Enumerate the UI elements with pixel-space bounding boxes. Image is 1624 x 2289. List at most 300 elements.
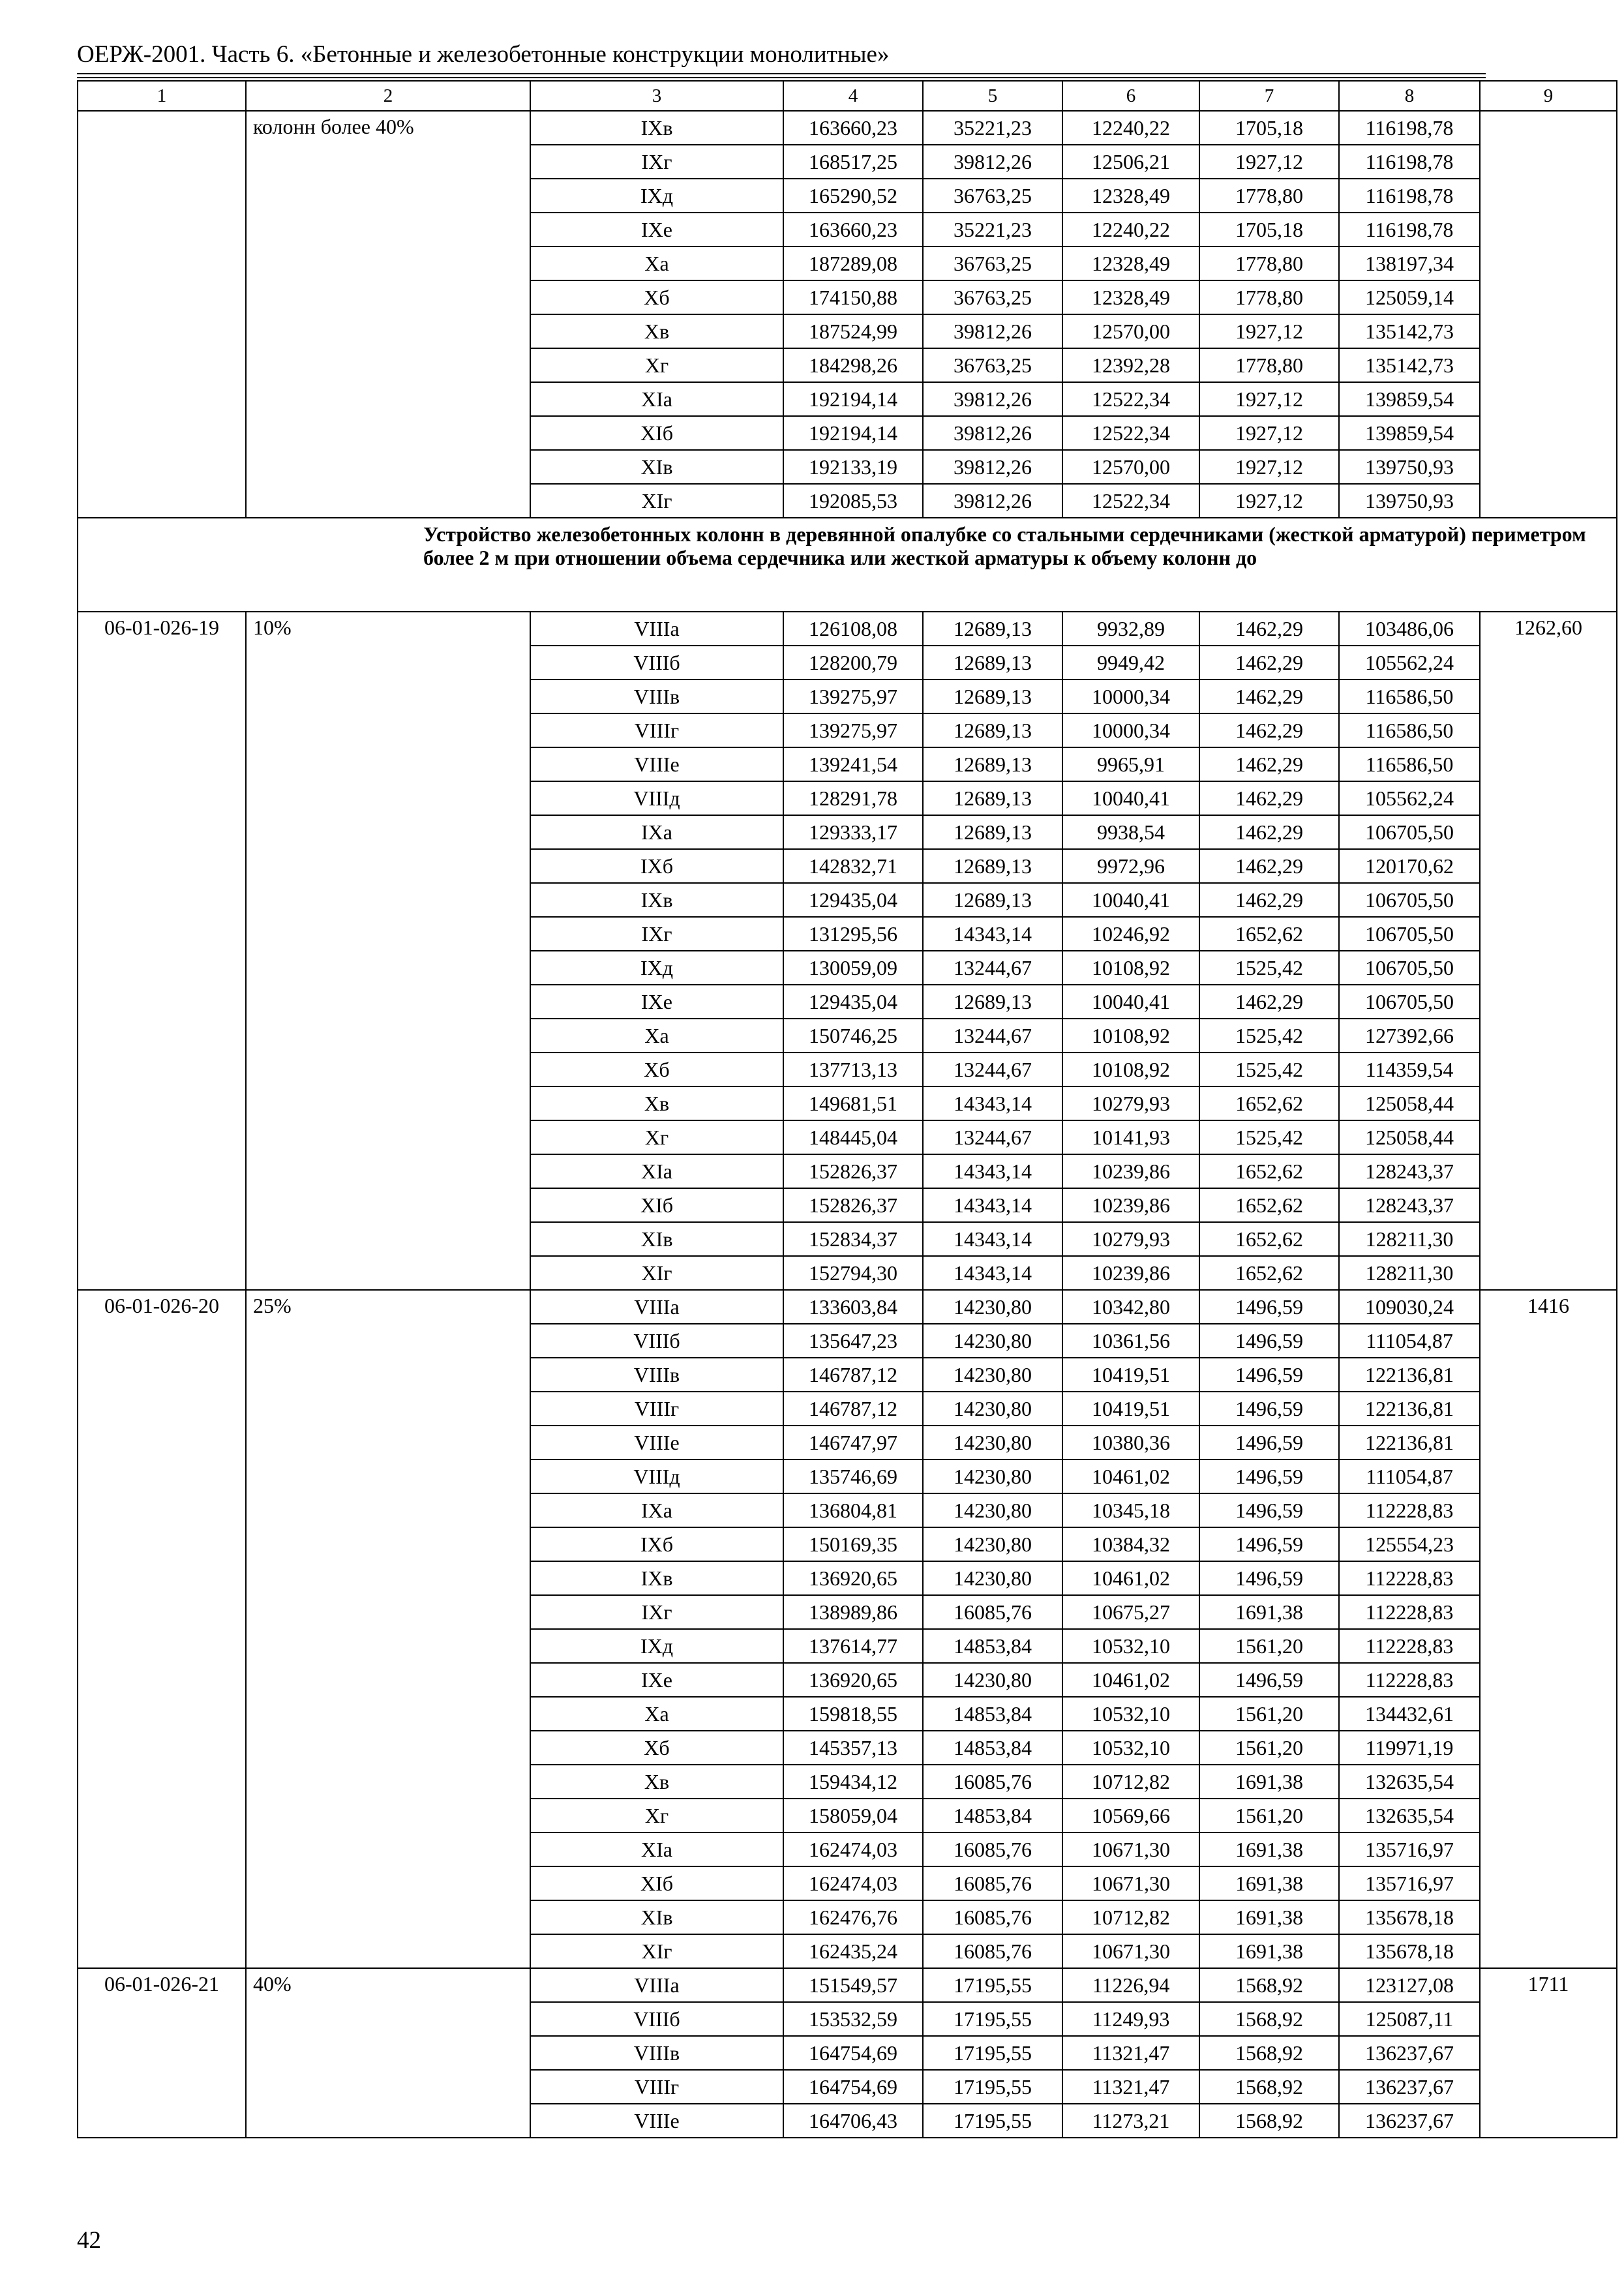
value-cell: 12328,49 [1062, 280, 1199, 314]
value-cell: 116586,50 [1339, 713, 1480, 747]
zone-cell: IXб [530, 849, 783, 883]
value-cell: 116198,78 [1339, 145, 1480, 179]
value-cell: 13244,67 [923, 951, 1062, 985]
rate-description: 40% [246, 1968, 530, 2138]
value-cell: 135746,69 [783, 1459, 923, 1493]
value-cell: 128200,79 [783, 646, 923, 680]
value-cell: 1927,12 [1199, 314, 1339, 348]
value-cell: 1691,38 [1199, 1934, 1339, 1968]
value-cell: 159818,55 [783, 1697, 923, 1731]
value-cell: 136237,67 [1339, 2070, 1480, 2104]
value-cell: 10671,30 [1062, 1866, 1199, 1900]
value-cell: 132635,54 [1339, 1799, 1480, 1833]
value-cell: 12522,34 [1062, 484, 1199, 518]
value-cell: 184298,26 [783, 348, 923, 382]
value-cell: 146787,12 [783, 1358, 923, 1392]
value-cell: 14230,80 [923, 1459, 1062, 1493]
value-cell: 1778,80 [1199, 247, 1339, 280]
value-cell: 14230,80 [923, 1493, 1062, 1527]
value-cell: 16085,76 [923, 1900, 1062, 1934]
value-cell: 1927,12 [1199, 484, 1339, 518]
value-cell: 1462,29 [1199, 781, 1339, 815]
zone-cell: XIб [530, 416, 783, 450]
value-cell: 125087,11 [1339, 2002, 1480, 2036]
value-cell: 10675,27 [1062, 1595, 1199, 1629]
value-cell: 11226,94 [1062, 1968, 1199, 2002]
labor-cost: 1416 [1480, 1290, 1617, 1968]
value-cell: 17195,55 [923, 1968, 1062, 2002]
zone-cell: Xв [530, 1765, 783, 1799]
value-cell: 152834,37 [783, 1222, 923, 1256]
value-cell: 1496,59 [1199, 1561, 1339, 1595]
value-cell: 14343,14 [923, 1256, 1062, 1290]
value-cell: 1568,92 [1199, 2002, 1339, 2036]
zone-cell: VIIIе [530, 2104, 783, 2138]
value-cell: 10040,41 [1062, 883, 1199, 917]
column-header: 6 [1062, 81, 1199, 111]
value-cell: 164754,69 [783, 2036, 923, 2070]
value-cell: 1561,20 [1199, 1697, 1339, 1731]
value-cell: 12328,49 [1062, 247, 1199, 280]
zone-cell: XIв [530, 1222, 783, 1256]
value-cell: 10419,51 [1062, 1358, 1199, 1392]
value-cell: 1652,62 [1199, 1256, 1339, 1290]
zone-cell: VIIIа [530, 1290, 783, 1324]
zone-cell: Xа [530, 247, 783, 280]
value-cell: 10279,93 [1062, 1086, 1199, 1120]
value-cell: 162435,24 [783, 1934, 923, 1968]
value-cell: 1525,42 [1199, 1053, 1339, 1086]
value-cell: 1705,18 [1199, 213, 1339, 247]
value-cell: 10141,93 [1062, 1120, 1199, 1154]
zone-cell: Xа [530, 1019, 783, 1053]
value-cell: 128243,37 [1339, 1154, 1480, 1188]
value-cell: 1778,80 [1199, 348, 1339, 382]
value-cell: 116198,78 [1339, 213, 1480, 247]
value-cell: 136920,65 [783, 1561, 923, 1595]
value-cell: 192194,14 [783, 382, 923, 416]
value-cell: 163660,23 [783, 111, 923, 145]
value-cell: 9949,42 [1062, 646, 1199, 680]
value-cell: 36763,25 [923, 179, 1062, 213]
value-cell: 14230,80 [923, 1392, 1062, 1426]
value-cell: 133603,84 [783, 1290, 923, 1324]
zone-cell: IXе [530, 213, 783, 247]
zone-cell: VIIIв [530, 2036, 783, 2070]
value-cell: 116198,78 [1339, 111, 1480, 145]
value-cell: 1525,42 [1199, 951, 1339, 985]
value-cell: 14343,14 [923, 1154, 1062, 1188]
value-cell: 12570,00 [1062, 450, 1199, 484]
value-cell: 35221,23 [923, 213, 1062, 247]
zone-cell: XIг [530, 1256, 783, 1290]
value-cell: 128243,37 [1339, 1188, 1480, 1222]
zone-cell: XIг [530, 484, 783, 518]
table-row [78, 1290, 1617, 1324]
value-cell: 1496,59 [1199, 1358, 1339, 1392]
value-cell: 146747,97 [783, 1426, 923, 1459]
labor-cost: 1262,60 [1480, 612, 1617, 1290]
zone-cell: Xб [530, 1053, 783, 1086]
value-cell: 136237,67 [1339, 2104, 1480, 2138]
value-cell: 9932,89 [1062, 612, 1199, 646]
value-cell: 139241,54 [783, 747, 923, 781]
value-cell: 14343,14 [923, 1188, 1062, 1222]
value-cell: 139750,93 [1339, 450, 1480, 484]
value-cell: 1462,29 [1199, 747, 1339, 781]
value-cell: 12328,49 [1062, 179, 1199, 213]
value-cell: 14230,80 [923, 1561, 1062, 1595]
value-cell: 14343,14 [923, 1086, 1062, 1120]
value-cell: 17195,55 [923, 2070, 1062, 2104]
value-cell: 1652,62 [1199, 1154, 1339, 1188]
value-cell: 10239,86 [1062, 1154, 1199, 1188]
value-cell: 135142,73 [1339, 348, 1480, 382]
value-cell: 1691,38 [1199, 1595, 1339, 1629]
value-cell: 13244,67 [923, 1019, 1062, 1053]
zone-cell: Xг [530, 348, 783, 382]
value-cell: 106705,50 [1339, 883, 1480, 917]
zone-cell: XIб [530, 1188, 783, 1222]
value-cell: 14230,80 [923, 1663, 1062, 1697]
value-cell: 1561,20 [1199, 1799, 1339, 1833]
value-cell: 14230,80 [923, 1426, 1062, 1459]
value-cell: 10239,86 [1062, 1256, 1199, 1290]
value-cell: 13244,67 [923, 1120, 1062, 1154]
value-cell: 14230,80 [923, 1527, 1062, 1561]
value-cell: 12240,22 [1062, 111, 1199, 145]
value-cell: 164706,43 [783, 2104, 923, 2138]
column-number-row [78, 81, 1617, 111]
value-cell: 1691,38 [1199, 1765, 1339, 1799]
value-cell: 11321,47 [1062, 2070, 1199, 2104]
value-cell: 1561,20 [1199, 1731, 1339, 1765]
value-cell: 152826,37 [783, 1188, 923, 1222]
value-cell: 1652,62 [1199, 1086, 1339, 1120]
zone-cell: VIIIд [530, 1459, 783, 1493]
value-cell: 148445,04 [783, 1120, 923, 1154]
value-cell: 13244,67 [923, 1053, 1062, 1086]
value-cell: 192085,53 [783, 484, 923, 518]
rate-code: 06-01-026-19 [78, 612, 246, 1290]
value-cell: 12689,13 [923, 646, 1062, 680]
column-header: 1 [78, 81, 246, 111]
value-cell: 10532,10 [1062, 1697, 1199, 1731]
value-cell: 10342,80 [1062, 1290, 1199, 1324]
value-cell: 12689,13 [923, 680, 1062, 713]
value-cell: 1568,92 [1199, 2104, 1339, 2138]
value-cell: 125059,14 [1339, 280, 1480, 314]
value-cell: 17195,55 [923, 2002, 1062, 2036]
rate-code: 06-01-026-21 [78, 1968, 246, 2138]
value-cell: 12522,34 [1062, 382, 1199, 416]
value-cell: 12506,21 [1062, 145, 1199, 179]
zone-cell: IXб [530, 1527, 783, 1561]
value-cell: 158059,04 [783, 1799, 923, 1833]
value-cell: 1927,12 [1199, 450, 1339, 484]
value-cell: 10461,02 [1062, 1663, 1199, 1697]
value-cell: 192194,14 [783, 416, 923, 450]
value-cell: 122136,81 [1339, 1426, 1480, 1459]
value-cell: 116198,78 [1339, 179, 1480, 213]
zone-cell: VIIIг [530, 1392, 783, 1426]
value-cell: 136804,81 [783, 1493, 923, 1527]
value-cell: 10569,66 [1062, 1799, 1199, 1833]
value-cell: 14343,14 [923, 1222, 1062, 1256]
value-cell: 1652,62 [1199, 917, 1339, 951]
zone-cell: IXд [530, 1629, 783, 1663]
value-cell: 11273,21 [1062, 2104, 1199, 2138]
value-cell: 12689,13 [923, 883, 1062, 917]
zone-cell: IXв [530, 1561, 783, 1595]
value-cell: 139859,54 [1339, 416, 1480, 450]
zone-cell: IXе [530, 1663, 783, 1697]
value-cell: 10345,18 [1062, 1493, 1199, 1527]
rate-description: колонн более 40% [246, 111, 530, 518]
value-cell: 10671,30 [1062, 1833, 1199, 1866]
value-cell: 149681,51 [783, 1086, 923, 1120]
value-cell: 138197,34 [1339, 247, 1480, 280]
value-cell: 1927,12 [1199, 382, 1339, 416]
zone-cell: VIIIе [530, 747, 783, 781]
labor-cost: 1711 [1480, 1968, 1617, 2138]
value-cell: 36763,25 [923, 247, 1062, 280]
value-cell: 1496,59 [1199, 1459, 1339, 1493]
value-cell: 130059,09 [783, 951, 923, 985]
value-cell: 105562,24 [1339, 646, 1480, 680]
value-cell: 150746,25 [783, 1019, 923, 1053]
table-row [78, 612, 1617, 646]
value-cell: 137614,77 [783, 1629, 923, 1663]
value-cell: 131295,56 [783, 917, 923, 951]
value-cell: 12689,13 [923, 781, 1062, 815]
value-cell: 10419,51 [1062, 1392, 1199, 1426]
value-cell: 10712,82 [1062, 1765, 1199, 1799]
zone-cell: VIIIд [530, 781, 783, 815]
zone-cell: Xг [530, 1799, 783, 1833]
value-cell: 187289,08 [783, 247, 923, 280]
value-cell: 1778,80 [1199, 280, 1339, 314]
value-cell: 39812,26 [923, 450, 1062, 484]
value-cell: 116586,50 [1339, 747, 1480, 781]
zone-cell: XIа [530, 382, 783, 416]
column-header: 7 [1199, 81, 1339, 111]
value-cell: 114359,54 [1339, 1053, 1480, 1086]
value-cell: 10040,41 [1062, 781, 1199, 815]
value-cell: 1568,92 [1199, 2036, 1339, 2070]
value-cell: 122136,81 [1339, 1358, 1480, 1392]
zone-cell: IXд [530, 951, 783, 985]
value-cell: 128211,30 [1339, 1222, 1480, 1256]
value-cell: 119971,19 [1339, 1731, 1480, 1765]
zone-cell: Xв [530, 1086, 783, 1120]
value-cell: 116586,50 [1339, 680, 1480, 713]
value-cell: 14230,80 [923, 1290, 1062, 1324]
value-cell: 10461,02 [1062, 1459, 1199, 1493]
table-body [78, 81, 1617, 2138]
value-cell: 12689,13 [923, 713, 1062, 747]
zone-cell: Xв [530, 314, 783, 348]
value-cell: 10108,92 [1062, 951, 1199, 985]
zone-cell: Xа [530, 1697, 783, 1731]
value-cell: 14230,80 [923, 1324, 1062, 1358]
value-cell: 10361,56 [1062, 1324, 1199, 1358]
value-cell: 9938,54 [1062, 815, 1199, 849]
rate-code: 06-01-026-20 [78, 1290, 246, 1968]
value-cell: 1462,29 [1199, 680, 1339, 713]
value-cell: 1525,42 [1199, 1120, 1339, 1154]
document-header: ОЕРЖ-2001. Часть 6. «Бетонные и железобетонные конструкции монолитные» [77, 41, 890, 68]
value-cell: 137713,13 [783, 1053, 923, 1086]
value-cell: 1496,59 [1199, 1324, 1339, 1358]
zone-cell: IXа [530, 815, 783, 849]
value-cell: 106705,50 [1339, 951, 1480, 985]
column-header: 8 [1339, 81, 1480, 111]
zone-cell: IXе [530, 985, 783, 1019]
zone-cell: VIIIе [530, 1426, 783, 1459]
value-cell: 10279,93 [1062, 1222, 1199, 1256]
header-rule [77, 73, 1486, 74]
column-header: 2 [246, 81, 530, 111]
value-cell: 136920,65 [783, 1663, 923, 1697]
value-cell: 1496,59 [1199, 1663, 1339, 1697]
value-cell: 123127,08 [1339, 1968, 1480, 2002]
zone-cell: IXд [530, 179, 783, 213]
section-heading: Устройство железобетонных колонн в деревянной опалубке со стальными сердечниками (жесткой арматурой) периметром более 2 м при отношении объема сердечника или жесткой арматуры к объему колонн до [246, 518, 1617, 612]
value-cell: 10532,10 [1062, 1629, 1199, 1663]
value-cell: 146787,12 [783, 1392, 923, 1426]
value-cell: 106705,50 [1339, 917, 1480, 951]
value-cell: 10671,30 [1062, 1934, 1199, 1968]
zone-cell: Xб [530, 280, 783, 314]
value-cell: 136237,67 [1339, 2036, 1480, 2070]
value-cell: 10040,41 [1062, 985, 1199, 1019]
value-cell: 129333,17 [783, 815, 923, 849]
value-cell: 162474,03 [783, 1866, 923, 1900]
value-cell: 1691,38 [1199, 1900, 1339, 1934]
table-row [78, 111, 1617, 145]
value-cell: 1691,38 [1199, 1866, 1339, 1900]
value-cell: 10246,92 [1062, 917, 1199, 951]
value-cell: 14853,84 [923, 1629, 1062, 1663]
zone-cell: VIIIб [530, 1324, 783, 1358]
value-cell: 10108,92 [1062, 1019, 1199, 1053]
zone-cell: IXв [530, 883, 783, 917]
value-cell: 1568,92 [1199, 1968, 1339, 2002]
value-cell: 135678,18 [1339, 1934, 1480, 1968]
value-cell: 128291,78 [783, 781, 923, 815]
value-cell: 120170,62 [1339, 849, 1480, 883]
value-cell: 10532,10 [1062, 1731, 1199, 1765]
value-cell: 112228,83 [1339, 1663, 1480, 1697]
value-cell: 10461,02 [1062, 1561, 1199, 1595]
column-header: 5 [923, 81, 1062, 111]
zone-cell: XIг [530, 1934, 783, 1968]
zone-cell: XIа [530, 1154, 783, 1188]
value-cell: 112228,83 [1339, 1595, 1480, 1629]
value-cell: 112228,83 [1339, 1561, 1480, 1595]
value-cell: 10000,34 [1062, 713, 1199, 747]
value-cell: 17195,55 [923, 2104, 1062, 2138]
zone-cell: Xб [530, 1731, 783, 1765]
value-cell: 152826,37 [783, 1154, 923, 1188]
zone-cell: VIIIа [530, 612, 783, 646]
value-cell: 134432,61 [1339, 1697, 1480, 1731]
value-cell: 1496,59 [1199, 1392, 1339, 1426]
value-cell: 10108,92 [1062, 1053, 1199, 1086]
value-cell: 135716,97 [1339, 1833, 1480, 1866]
value-cell: 125554,23 [1339, 1527, 1480, 1561]
value-cell: 10000,34 [1062, 680, 1199, 713]
column-header: 3 [530, 81, 783, 111]
value-cell: 12689,13 [923, 849, 1062, 883]
value-cell: 122136,81 [1339, 1392, 1480, 1426]
value-cell: 145357,13 [783, 1731, 923, 1765]
rate-description: 10% [246, 612, 530, 1290]
value-cell: 135716,97 [1339, 1866, 1480, 1900]
value-cell: 168517,25 [783, 145, 923, 179]
header-rule [77, 77, 1486, 78]
zone-cell: VIIIв [530, 680, 783, 713]
value-cell: 12689,13 [923, 815, 1062, 849]
value-cell: 1496,59 [1199, 1493, 1339, 1527]
value-cell: 12689,13 [923, 612, 1062, 646]
value-cell: 1462,29 [1199, 612, 1339, 646]
value-cell: 135678,18 [1339, 1900, 1480, 1934]
value-cell: 12522,34 [1062, 416, 1199, 450]
value-cell: 1525,42 [1199, 1019, 1339, 1053]
value-cell: 112228,83 [1339, 1493, 1480, 1527]
value-cell: 16085,76 [923, 1595, 1062, 1629]
column-header: 4 [783, 81, 923, 111]
value-cell: 12689,13 [923, 985, 1062, 1019]
section-heading-row [78, 518, 1617, 612]
value-cell: 14853,84 [923, 1731, 1062, 1765]
value-cell: 139750,93 [1339, 484, 1480, 518]
value-cell: 127392,66 [1339, 1019, 1480, 1053]
value-cell: 174150,88 [783, 280, 923, 314]
value-cell: 11321,47 [1062, 2036, 1199, 2070]
value-cell: 150169,35 [783, 1527, 923, 1561]
value-cell: 16085,76 [923, 1866, 1062, 1900]
value-cell: 10380,36 [1062, 1426, 1199, 1459]
zone-cell: Xг [530, 1120, 783, 1154]
value-cell: 135647,23 [783, 1324, 923, 1358]
value-cell: 126108,08 [783, 612, 923, 646]
value-cell: 105562,24 [1339, 781, 1480, 815]
value-cell: 14230,80 [923, 1358, 1062, 1392]
value-cell: 139859,54 [1339, 382, 1480, 416]
zone-cell: XIв [530, 1900, 783, 1934]
value-cell: 1778,80 [1199, 179, 1339, 213]
value-cell: 1705,18 [1199, 111, 1339, 145]
zone-cell: VIIIг [530, 2070, 783, 2104]
zone-cell: IXв [530, 111, 783, 145]
zone-cell: XIб [530, 1866, 783, 1900]
value-cell: 111054,87 [1339, 1324, 1480, 1358]
value-cell: 135142,73 [1339, 314, 1480, 348]
value-cell: 138989,86 [783, 1595, 923, 1629]
value-cell: 1496,59 [1199, 1426, 1339, 1459]
value-cell: 39812,26 [923, 382, 1062, 416]
value-cell: 1568,92 [1199, 2070, 1339, 2104]
zone-cell: VIIIб [530, 646, 783, 680]
value-cell: 125058,44 [1339, 1086, 1480, 1120]
value-cell: 9965,91 [1062, 747, 1199, 781]
value-cell: 36763,25 [923, 348, 1062, 382]
value-cell: 152794,30 [783, 1256, 923, 1290]
value-cell: 36763,25 [923, 280, 1062, 314]
